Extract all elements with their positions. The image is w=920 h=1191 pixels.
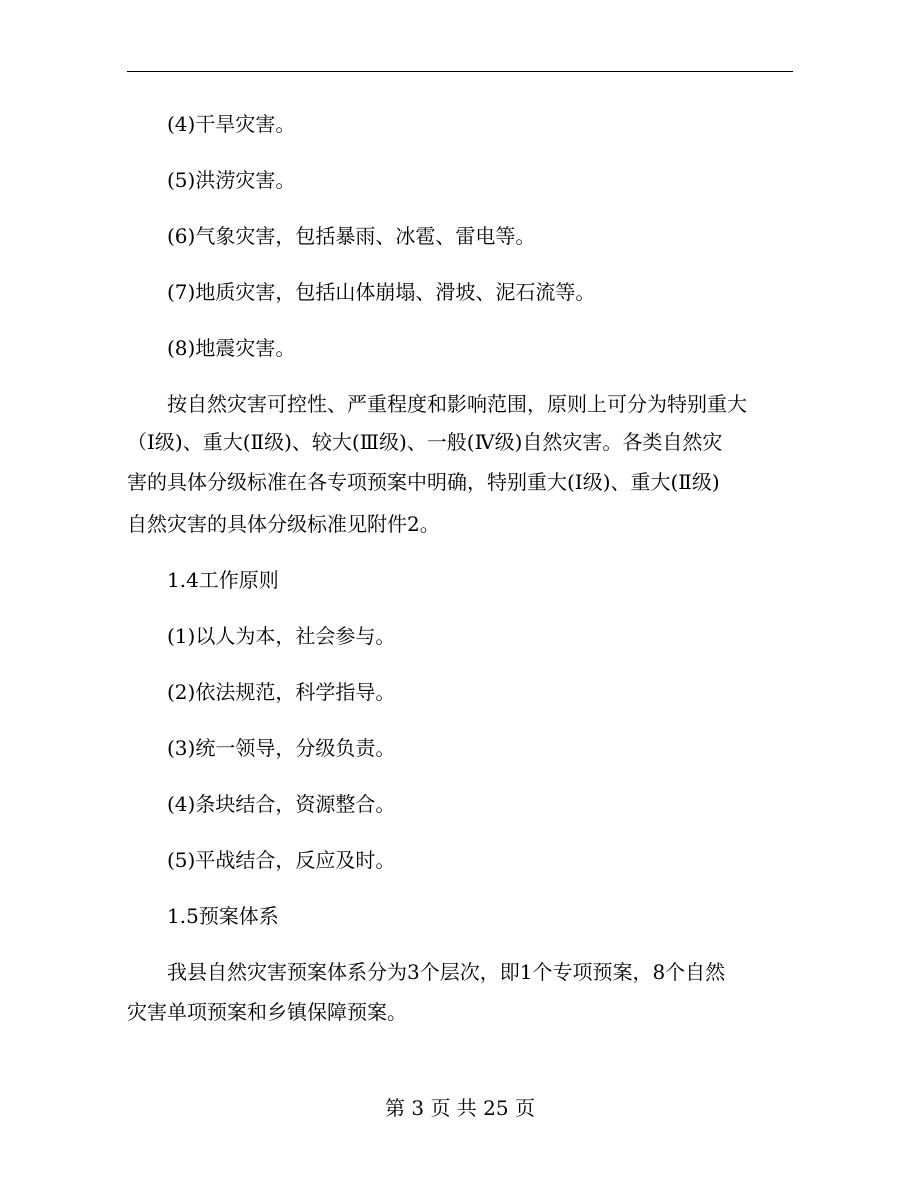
header-rule: [127, 71, 793, 72]
paragraph-line: (2)依法规范，科学指导。: [127, 680, 396, 704]
paragraph-line: (8)地震灾害。: [127, 336, 296, 360]
paragraph-line: 灾害单项预案和乡镇保障预案。: [127, 1000, 407, 1024]
paragraph-line: 我县自然灾害预案体系分为3个层次，即1个专项预案，8个自然: [127, 960, 726, 984]
paragraph-line: (1)以人为本，社会参与。: [127, 624, 396, 648]
section-heading: 1.5预案体系: [127, 904, 279, 928]
section-heading: 1.4工作原则: [127, 568, 279, 592]
paragraph-line: （Ⅰ级)、重大(Ⅱ级)、较大(Ⅲ级)、一般(Ⅳ级)自然灾害。各类自然灾: [127, 430, 723, 454]
paragraph-line: (6)气象灾害，包括暴雨、冰雹、雷电等。: [127, 224, 536, 248]
paragraph-line: 自然灾害的具体分级标准见附件2。: [127, 512, 440, 536]
page-number-footer: 第 3 页 共 25 页: [385, 1096, 535, 1120]
paragraph-line: (4)干旱灾害。: [127, 112, 296, 136]
paragraph-line: 害的具体分级标准在各专项预案中明确，特别重大(Ⅰ级)、重大(Ⅱ级): [127, 470, 720, 494]
paragraph-line: (5)洪涝灾害。: [127, 168, 296, 192]
paragraph-line: (4)条块结合，资源整合。: [127, 792, 396, 816]
paragraph-line: 按自然灾害可控性、严重程度和影响范围，原则上可分为特别重大: [127, 392, 747, 416]
paragraph-line: (5)平战结合，反应及时。: [127, 848, 396, 872]
paragraph-line: (3)统一领导，分级负责。: [127, 736, 396, 760]
paragraph-line: (7)地质灾害，包括山体崩塌、滑坡、泥石流等。: [127, 280, 596, 304]
